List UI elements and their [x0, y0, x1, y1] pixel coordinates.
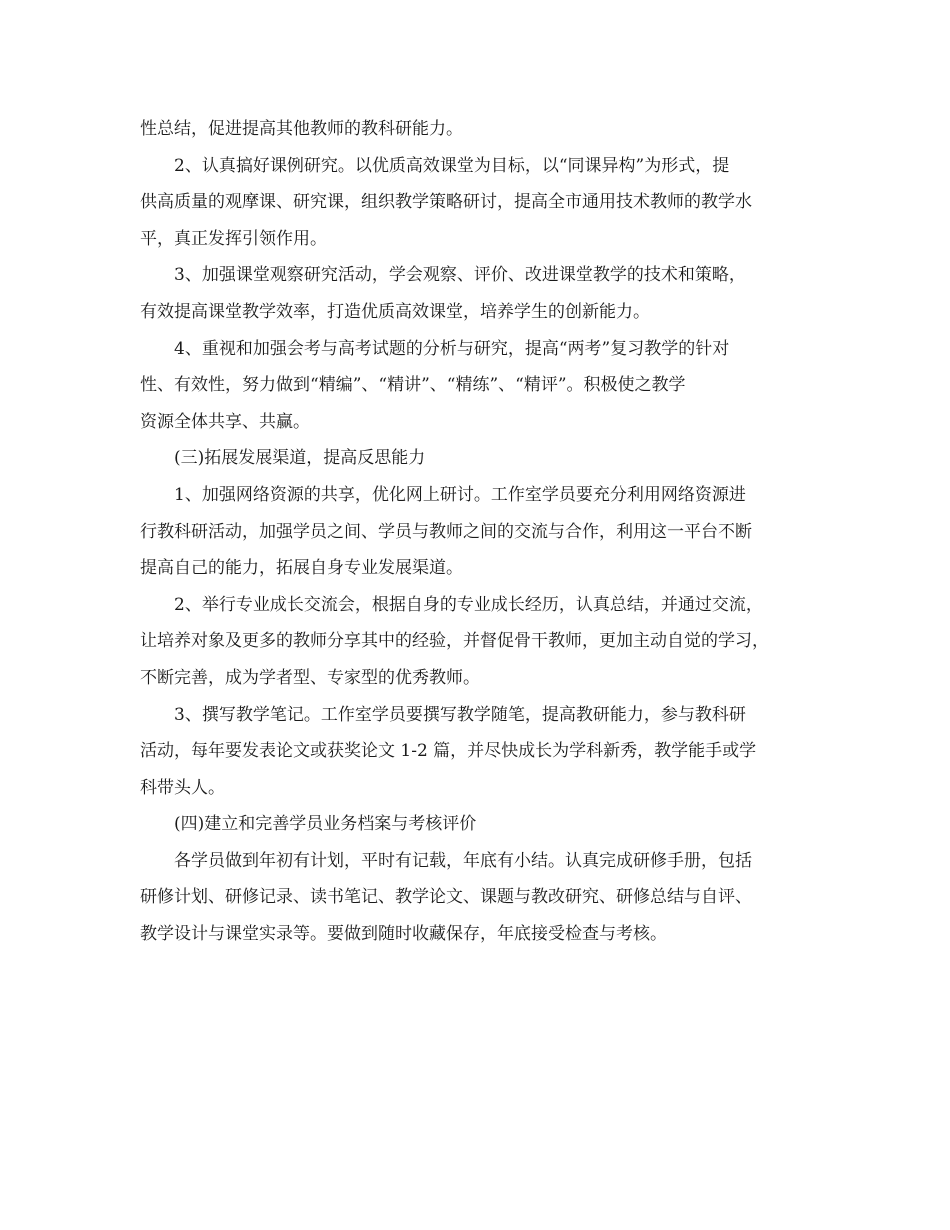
text-line: 性、有效性，努力做到“精编”、“精讲”、“精练”、“精评”。积极使之教学	[140, 375, 686, 396]
text-line: 有效提高课堂教学效率，打造优质高效课堂，培养学生的创新能力。	[140, 301, 650, 322]
text-line: 3、加强课堂观察研究活动，学会观察、评价、改进课堂教学的技术和策略，	[174, 265, 746, 286]
text-line: 提高自己的能力，拓展自身专业发展渠道。	[140, 558, 463, 579]
text-line: 各学员做到年初有计划，平时有记载，年底有小结。认真完成研修手册，包括	[174, 850, 752, 871]
text-line: 3、撰写教学笔记。工作室学员要撰写教学随笔，提高教研能力，参与教科研	[174, 704, 746, 725]
text-line: 资源全体共享、共赢。	[140, 411, 310, 432]
text-line: 让培养对象及更多的教师分享其中的经验，并督促骨干教师，更加主动自觉的学习，	[140, 631, 769, 652]
section-heading: (三)拓展发展渠道，提高反思能力	[174, 448, 426, 469]
text-line: 1、加强网络资源的共享，优化网上研讨。工作室学员要充分利用网络资源进	[174, 484, 746, 505]
text-line: 行教科研活动，加强学员之间、学员与教师之间的交流与合作，利用这一平台不断	[140, 521, 752, 542]
text-line: 研修计划、研修记录、读书笔记、教学论文、课题与教改研究、研修总结与自评、	[140, 887, 752, 908]
text-line: 性总结，促进提高其他教师的教科研能力。	[140, 119, 463, 139]
text-line: 4、重视和加强会考与高考试题的分析与研究，提高“两考”复习教学的针对	[174, 338, 730, 359]
text-line: 供高质量的观摩课、研究课，组织教学策略研讨，提高全市通用技术教师的教学水	[140, 192, 752, 213]
text-line: 科带头人。	[140, 777, 225, 798]
text-line: 2、举行专业成长交流会，根据自身的专业成长经历，认真总结，并通过交流，	[174, 594, 763, 615]
text-line: 不断完善，成为学者型、专家型的优秀教师。	[140, 667, 480, 688]
text-line: 活动，每年要发表论文或获奖论文 1-2 篇，并尽快成长为学科新秀，教学能手或学	[140, 741, 757, 762]
text-line: 教学设计与课堂实录等。要做到随时收藏保存，年底接受检查与考核。	[140, 924, 667, 945]
text-line: 平，真正发挥引领作用。	[140, 228, 327, 249]
text-line: 2、认真搞好课例研究。以优质高效课堂为目标，以“同课异构”为形式，提	[174, 155, 730, 176]
document-body	[140, 111, 820, 953]
section-heading: (四)建立和完善学员业务档案与考核评价	[174, 814, 477, 835]
